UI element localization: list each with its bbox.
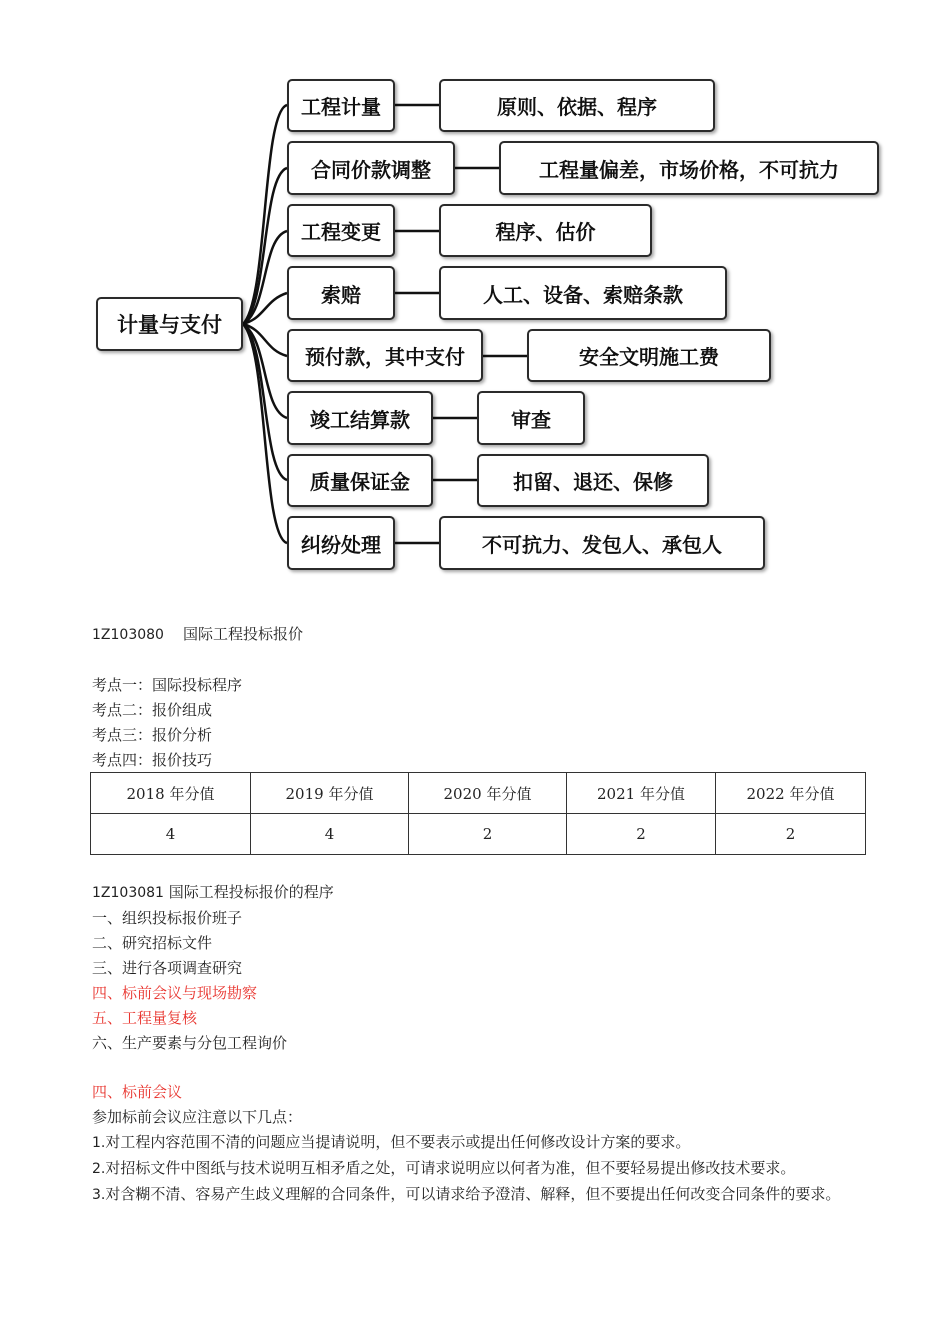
table-header-cell: 2019 年分值: [251, 773, 409, 814]
section-1z103080: [92, 622, 892, 648]
procedure-step-highlighted: 四、标前会议与现场勘察: [92, 984, 258, 1002]
table-cell: 4: [91, 814, 251, 855]
table-cell: 4: [251, 814, 409, 855]
procedure-step: 六、生产要素与分包工程询价: [92, 1034, 288, 1052]
note-item: [92, 1130, 892, 1156]
mindmap-leaf-node: 工程量偏差，市场价格，不可抗力: [499, 141, 879, 195]
mindmap-leaf-node: 扣留、退还、保修: [477, 454, 709, 507]
procedure-step: 二、研究招标文件: [92, 934, 213, 952]
mindmap-branch-node: 竣工结算款: [287, 391, 433, 445]
mindmap-root-node: 计量与支付: [96, 297, 243, 351]
note-text: 对招标文件中图纸与技术说明互相矛盾之处，可请求说明应以何者为准，但不要轻易提出修改技术要求。: [105, 1159, 796, 1177]
mindmap-branch-node: 索赔: [287, 266, 395, 320]
section-heading: [92, 880, 892, 906]
note-text: 对工程内容范围不清的问题应当提请说明，但不要表示或提出任何修改设计方案的要求。: [105, 1133, 691, 1151]
note-number: 2.: [92, 1161, 106, 1177]
procedure-step: 三、进行各项调查研究: [92, 959, 243, 977]
section-code: 1Z103080: [92, 627, 164, 643]
section-heading: [92, 622, 892, 648]
mindmap-branch-node: 质量保证金: [287, 454, 433, 507]
mindmap-leaf-node: 审查: [477, 391, 585, 445]
section-pre-bid-meeting: [92, 1080, 892, 1208]
mindmap-leaf-node: 原则、依据、程序: [439, 79, 715, 132]
note-item: [92, 1156, 892, 1182]
exam-point: 考点一：国际投标程序: [92, 676, 243, 694]
table-header-row: [91, 773, 866, 814]
table-header-cell: 2022 年分值: [716, 773, 866, 814]
subsection-heading: 四、标前会议: [92, 1083, 183, 1101]
connector-root-2: [243, 168, 287, 324]
exam-points-list: [92, 673, 892, 773]
connector-root-7: [243, 324, 287, 480]
table-header-cell: 2018 年分值: [91, 773, 251, 814]
mindmap-branch-node: 预付款，其中支付: [287, 329, 483, 382]
mindmap-branch-node: 工程变更: [287, 204, 395, 257]
procedure-step: 一、组织投标报价班子: [92, 909, 243, 927]
note-number: 1.: [92, 1135, 106, 1151]
procedure-step-highlighted: 五、工程量复核: [92, 1009, 198, 1027]
table-row: [91, 814, 866, 855]
table-header-cell: 2020 年分值: [409, 773, 567, 814]
mindmap-branch-node: 工程计量: [287, 79, 395, 132]
mindmap-leaf-node: 程序、估价: [439, 204, 652, 257]
subsection-intro: 参加标前会议应注意以下几点：: [92, 1108, 303, 1126]
table-cell: 2: [716, 814, 866, 855]
exam-point: 考点三：报价分析: [92, 726, 213, 744]
note-text: 对含糊不清、容易产生歧义理解的合同条件，可以请求给予澄清、解释，但不要提出任何改变合同条件的要求。: [105, 1185, 841, 1203]
mindmap-leaf-node: 安全文明施工费: [527, 329, 771, 382]
table-cell: 2: [567, 814, 716, 855]
note-number: 3.: [92, 1187, 106, 1203]
mindmap-leaf-node: 人工、设备、索赔条款: [439, 266, 727, 320]
section-code: 1Z103081: [92, 885, 164, 901]
mindmap-branch-node: 纠纷处理: [287, 516, 395, 570]
score-table: [90, 772, 866, 855]
mindmap-leaf-node: 不可抗力、发包人、承包人: [439, 516, 765, 570]
connector-root-1: [243, 105, 287, 324]
mindmap-branch-node: 合同价款调整: [287, 141, 455, 195]
table-cell: 2: [409, 814, 567, 855]
table-header-cell: 2021 年分值: [567, 773, 716, 814]
section-title: 国际工程投标报价: [183, 625, 304, 643]
section-1z103081: [92, 880, 892, 1056]
section-title: 国际工程投标报价的程序: [168, 883, 334, 901]
exam-point: 考点二：报价组成: [92, 701, 213, 719]
exam-point: 考点四：报价技巧: [92, 751, 213, 769]
connector-root-8: [243, 324, 287, 543]
note-item: [92, 1182, 892, 1208]
